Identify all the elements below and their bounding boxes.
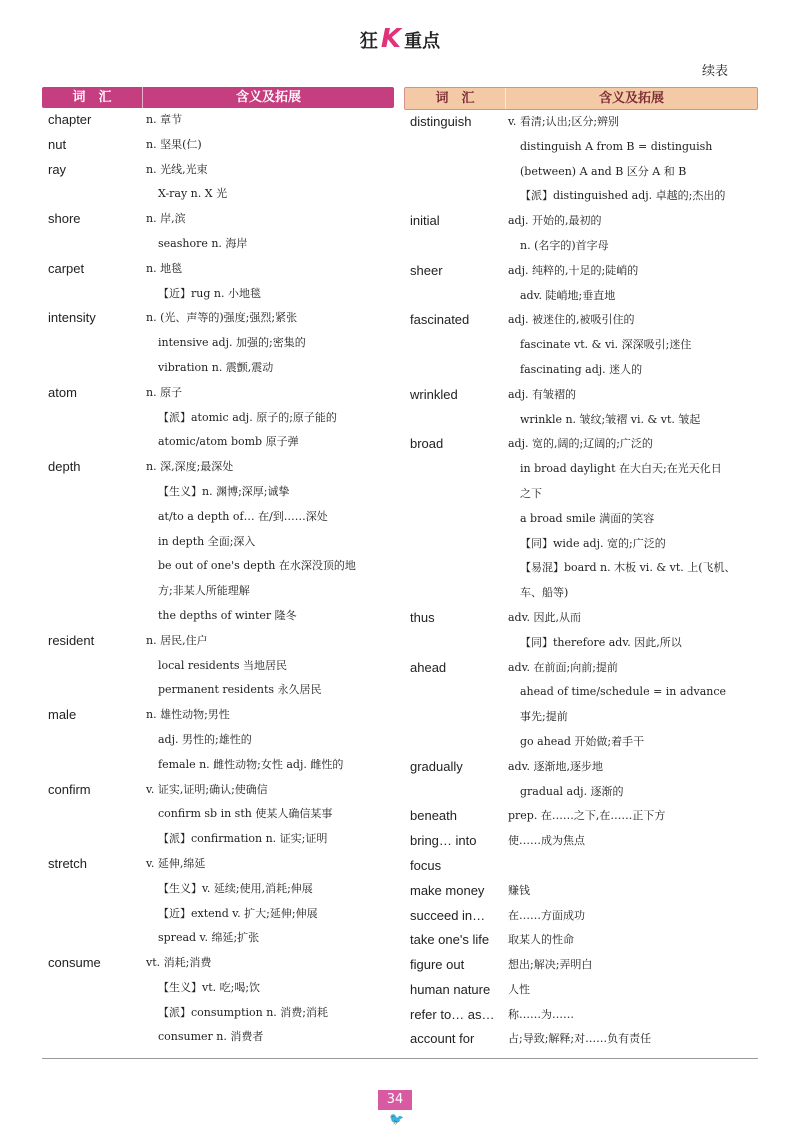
vocab-word: wrinkled — [410, 386, 458, 402]
vocab-entry — [42, 852, 394, 951]
header-right: 重点 — [404, 31, 441, 52]
meaning-line: permanent residents 永久居民 — [158, 683, 322, 697]
vocab-meaning — [146, 108, 394, 133]
vocab-entry — [42, 381, 394, 455]
meaning-line: in broad daylight 在大白天;在光天化日 — [520, 462, 722, 476]
meaning-line: fascinating adj. 迷人的 — [520, 362, 643, 376]
meaning-line: gradual adj. 逐渐的 — [520, 784, 624, 798]
meaning-line: 【生义】n. 渊博;深厚;诚挚 — [158, 484, 290, 498]
meaning-line: vibration n. 震颤,震动 — [158, 360, 274, 374]
meaning-line: vt. 消耗;消费 — [146, 956, 212, 970]
meaning-line: atomic/atom bomb 原子弹 — [158, 435, 299, 449]
meaning-line: 车、船等) — [520, 586, 569, 600]
vocab-entry — [404, 854, 758, 879]
meaning-line: adj. 有皱褶的 — [508, 387, 577, 401]
vocab-word: broad — [410, 436, 444, 452]
left-table — [42, 87, 394, 1050]
vocab-meaning — [146, 951, 394, 1050]
vocab-meaning — [146, 703, 394, 777]
vocab-meaning — [508, 928, 758, 953]
vocab-meaning — [146, 852, 394, 951]
meaning-line: v. 证实,证明;确认;使确信 — [146, 782, 268, 796]
vocab-entry — [404, 904, 758, 929]
vocab-word: focus — [410, 857, 442, 873]
vocab-entry — [404, 308, 758, 382]
meaning-line: adj. 纯粹的,十足的;陡峭的 — [508, 263, 639, 277]
header-word: 词 汇 — [435, 91, 475, 106]
vocab-word: consume — [48, 955, 101, 971]
bottom-divider — [42, 1058, 758, 1059]
meaning-line: 使……成为焦点 — [508, 834, 585, 848]
meaning-line: fascinate vt. & vi. 深深吸引;迷住 — [520, 338, 692, 352]
meaning-line: 【生义】vt. 吃;喝;饮 — [158, 980, 261, 994]
left-table-body — [42, 108, 394, 1050]
meaning-line: prep. 在……之下,在……正下方 — [508, 809, 666, 823]
vocab-meaning — [508, 904, 758, 929]
meaning-line: ahead of time/schedule = in advance — [520, 685, 727, 699]
meaning-line: n. 岸,滨 — [146, 212, 186, 226]
continued-label: 续表 — [701, 64, 728, 79]
meaning-line: 人性 — [508, 982, 530, 996]
vocab-meaning — [146, 257, 394, 307]
meaning-line: consumer n. 消费者 — [158, 1030, 264, 1044]
vocab-word: chapter — [48, 112, 92, 127]
meaning-line: confirm sb in sth 使某人确信某事 — [158, 807, 333, 821]
vocab-entry — [404, 755, 758, 805]
meaning-line: 【派】atomic adj. 原子的;原子能的 — [158, 410, 337, 424]
vocab-word: distinguish — [410, 114, 472, 129]
meaning-line: be out of one's depth 在水深没顶的地 — [158, 559, 356, 573]
vocab-meaning — [508, 1003, 758, 1028]
vocab-meaning — [508, 259, 758, 309]
vocab-entry — [42, 207, 394, 257]
meaning-line: in depth 全面;深入 — [158, 534, 256, 548]
meaning-line: go ahead 开始做;着手干 — [520, 734, 645, 748]
vocab-word: stretch — [48, 855, 88, 871]
meaning-line: adj. 男性的;雄性的 — [158, 732, 252, 746]
meaning-line: n. (名字的)首字母 — [520, 238, 609, 252]
meaning-line: the depths of winter 隆冬 — [158, 608, 297, 622]
meaning-line: seashore n. 海岸 — [158, 236, 248, 250]
vocab-entry — [42, 133, 394, 158]
vocab-word: figure out — [410, 957, 465, 973]
vocab-word: gradually — [410, 758, 463, 774]
meaning-line: 【生义】v. 延续;使用,消耗;伸展 — [158, 881, 313, 895]
meaning-line: adj. 宽的,阔的;辽阔的;广泛的 — [508, 437, 653, 451]
vocab-entry — [404, 928, 758, 953]
vocab-meaning — [508, 656, 758, 755]
meaning-line: 方;非某人所能理解 — [158, 584, 250, 598]
vocab-word: thus — [410, 609, 435, 625]
vocab-entry — [404, 656, 758, 755]
left-table-header — [42, 87, 394, 108]
meaning-line: n. (光、声等的)强度;强烈;紧张 — [146, 311, 298, 325]
vocab-word: shore — [48, 211, 81, 227]
vocab-entry — [42, 108, 394, 133]
vocab-meaning — [146, 629, 394, 703]
vocab-entry — [404, 804, 758, 829]
meaning-line: 想出;解决;弄明白 — [508, 958, 593, 972]
bird-icon: 🐦 — [389, 1112, 404, 1126]
meaning-line: 【派】distinguished adj. 卓越的;杰出的 — [520, 189, 726, 203]
vocab-word: initial — [410, 213, 440, 229]
vocab-word: human nature — [410, 981, 491, 997]
meaning-line: 【近】extend v. 扩大;延伸;伸展 — [158, 906, 318, 920]
meaning-line: 【派】confirmation n. 证实;证明 — [158, 832, 328, 846]
vocab-word: refer to… as… — [410, 1006, 495, 1022]
vocab-meaning — [508, 383, 758, 433]
meaning-line: at/to a depth of… 在/到……深处 — [158, 509, 328, 523]
vocab-word: take one's life — [410, 932, 490, 948]
meaning-line: v. 延伸,绵延 — [146, 856, 206, 870]
vocab-meaning — [146, 306, 394, 380]
vocab-entry — [404, 829, 758, 854]
right-table-header — [404, 87, 758, 110]
page-header — [0, 24, 800, 54]
vocab-entry — [404, 110, 758, 209]
meaning-line: n. 深,深度;最深处 — [146, 460, 234, 474]
vocab-word: male — [48, 707, 77, 723]
header-left: 狂 — [359, 31, 378, 52]
meaning-line: 【同】therefore adv. 因此,所以 — [520, 635, 682, 649]
meaning-line: 占;导致;解释;对……负有责任 — [508, 1032, 652, 1046]
vocab-meaning — [508, 432, 758, 606]
vocab-meaning — [508, 1027, 758, 1052]
vocab-word: depth — [48, 459, 81, 475]
vocab-meaning — [508, 829, 758, 854]
vocab-entry — [404, 383, 758, 433]
vocab-meaning — [146, 778, 394, 852]
right-table — [404, 87, 758, 1052]
vocab-meaning — [146, 207, 394, 257]
meaning-line: v. 看清;认出;区分;辨别 — [508, 115, 620, 128]
meaning-line: 事先;提前 — [520, 710, 568, 724]
meaning-line: 【近】rug n. 小地毯 — [158, 286, 261, 300]
vocab-entry — [404, 978, 758, 1003]
vocab-word: carpet — [48, 260, 85, 276]
meaning-line: n. 居民,住户 — [146, 633, 208, 647]
meaning-line: 【同】wide adj. 宽的;广泛的 — [520, 536, 666, 550]
vocab-entry — [404, 259, 758, 309]
vocab-entry — [42, 257, 394, 307]
vocab-entry — [42, 629, 394, 703]
vocab-word: atom — [48, 384, 77, 400]
vocab-word: sheer — [410, 262, 443, 278]
meaning-line: n. 地毯 — [146, 261, 183, 275]
meaning-line: 在……方面成功 — [508, 908, 585, 922]
vocab-meaning — [508, 804, 758, 829]
meaning-line: n. 原子 — [146, 385, 183, 399]
vocab-word: intensity — [48, 310, 96, 326]
vocab-meaning — [508, 110, 758, 209]
vocab-entry — [404, 1027, 758, 1052]
header-k-logo: K — [380, 24, 402, 54]
vocab-entry — [42, 951, 394, 1050]
vocab-entry — [42, 778, 394, 852]
vocab-entry — [404, 432, 758, 606]
meaning-line: adj. 被迷住的,被吸引住的 — [508, 313, 635, 327]
meaning-line: n. 光线,光束 — [146, 162, 208, 176]
meaning-line: local residents 当地居民 — [158, 658, 288, 672]
meaning-line: adv. 因此,从而 — [508, 610, 581, 624]
page-number: 34 — [378, 1090, 412, 1110]
meaning-line: 取某人的性命 — [508, 933, 574, 947]
meaning-line: female n. 雌性动物;女性 adj. 雌性的 — [158, 757, 344, 771]
meaning-line — [508, 854, 758, 879]
vocab-entry — [404, 606, 758, 656]
vocab-entry — [42, 455, 394, 629]
header-meaning: 含义及拓展 — [505, 88, 757, 109]
vocab-meaning — [508, 879, 758, 904]
vocab-meaning — [146, 381, 394, 455]
vocab-meaning — [146, 158, 394, 208]
meaning-line: adv. 陡峭地;垂直地 — [520, 288, 616, 302]
vocab-entry — [404, 1003, 758, 1028]
vocab-meaning — [508, 953, 758, 978]
vocab-entry — [404, 209, 758, 259]
meaning-line: 称……为…… — [508, 1007, 574, 1021]
vocab-word: confirm — [48, 781, 91, 797]
vocab-word: resident — [48, 632, 95, 648]
vocab-entry — [42, 703, 394, 777]
vocab-word: beneath — [410, 808, 457, 824]
meaning-line: adv. 在前面;向前;提前 — [508, 660, 618, 674]
vocab-meaning — [146, 455, 394, 629]
vocab-meaning — [508, 209, 758, 259]
vocab-word: succeed in… — [410, 907, 486, 923]
vocab-entry — [404, 953, 758, 978]
meaning-line: X-ray n. X 光 — [158, 187, 228, 201]
meaning-line: spread v. 绵延;扩张 — [158, 931, 260, 945]
vocab-entry — [404, 879, 758, 904]
meaning-line: a broad smile 满面的笑容 — [520, 511, 655, 525]
vocab-word: bring… into — [410, 833, 477, 849]
vocab-entry — [42, 306, 394, 380]
vocab-word: nut — [48, 136, 67, 152]
vocab-entry — [42, 158, 394, 208]
vocab-meaning — [508, 308, 758, 382]
vocab-meaning — [508, 854, 758, 879]
meaning-line: wrinkle n. 皱纹;皱褶 vi. & vt. 皱起 — [520, 412, 701, 426]
vocab-word: fascinated — [410, 312, 470, 328]
vocab-meaning — [508, 606, 758, 656]
vocab-meaning — [508, 755, 758, 805]
meaning-line: 赚钱 — [508, 883, 530, 897]
header-meaning: 含义及拓展 — [142, 87, 394, 108]
meaning-line: adj. 开始的,最初的 — [508, 214, 602, 228]
meaning-line: n. 雄性动物;男性 — [146, 708, 230, 722]
meaning-line: 【派】consumption n. 消费;消耗 — [158, 1005, 328, 1019]
meaning-line: (between) A and B 区分 A 和 B — [520, 164, 687, 178]
right-table-body — [404, 110, 758, 1052]
meaning-line: 之下 — [520, 486, 542, 500]
vocab-word: ray — [48, 161, 67, 177]
vocab-meaning — [508, 978, 758, 1003]
meaning-line: n. 坚果(仁) — [146, 137, 202, 151]
vocab-meaning — [146, 133, 394, 158]
vocab-word: make money — [410, 882, 485, 898]
meaning-line: adv. 逐渐地,逐步地 — [508, 759, 603, 773]
meaning-line: 【易混】board n. 木板 vi. & vt. 上(飞机、 — [520, 561, 736, 575]
meaning-line: distinguish A from B = distinguish — [520, 139, 713, 153]
vocab-word: ahead — [410, 659, 447, 675]
meaning-line: intensive adj. 加强的;密集的 — [158, 336, 306, 350]
meaning-line: n. 章节 — [146, 113, 183, 126]
header-word: 词 汇 — [72, 90, 112, 105]
vocab-word: account for — [410, 1031, 475, 1047]
